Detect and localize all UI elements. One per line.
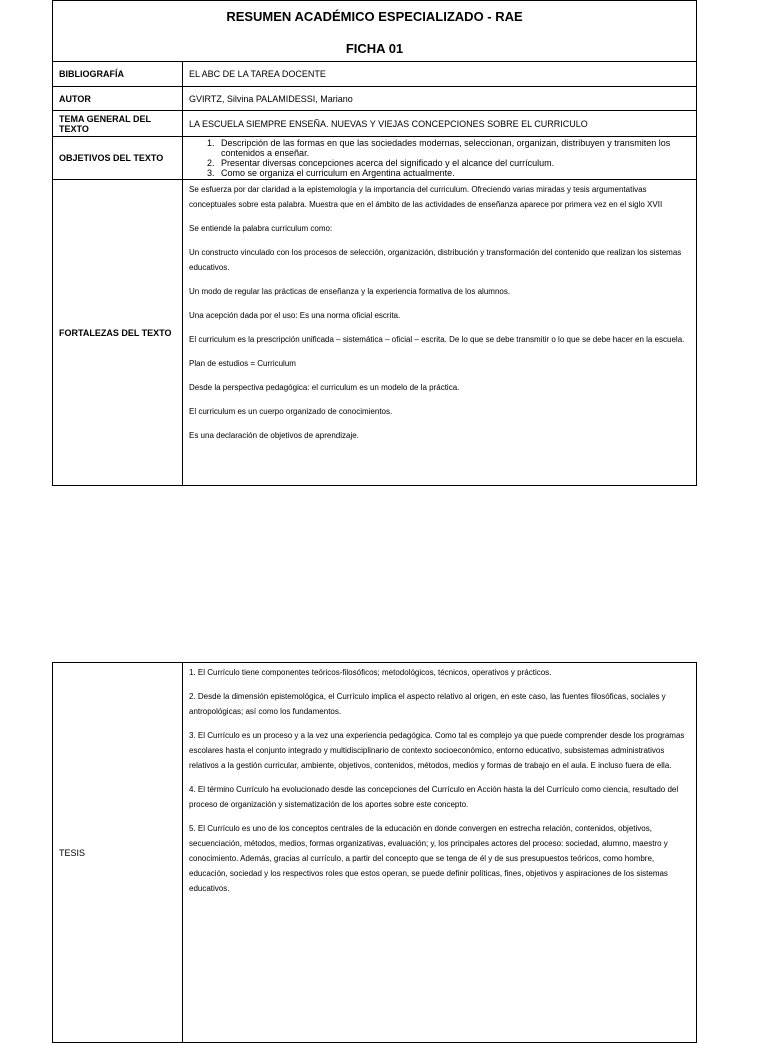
fortalezas-paragraph: Se esfuerza por dar claridad a la epistemología y la importancia del curriculum. Ofreciendo varias miradas y tesis argumentativas conceptuales sobre esta palabra. Muestra que en el ámbito de las actividades de enseñanza aparece por primera vez en el siglo XVII <box>189 185 663 209</box>
row-fortalezas <box>53 180 697 486</box>
objetivos-list <box>189 138 690 178</box>
fortalezas-paragraph: El curriculum es la prescripción unificada – sistemática – oficial – escrita. De lo que se debe transmitir o lo que se debe hacer en la escuela. <box>189 335 685 344</box>
tesis-paragraph: 3. El Currículo es un proceso y a la vez una experiencia pedagógica. Como tal es complejo ya que puede comprender desde los programas escolares hasta el conjunto integrado y multidisciplinario de contexto socioeconómico, entorno educativo, subsistemas administrativos relativos a la gestión curricular, ambiente, objetivos, contenidos, métodos, medios y formas de trabajo en el aula. E incluso fuera de ella. <box>189 731 685 770</box>
row-autor <box>53 87 697 111</box>
objetivo-item: 1. Descripción de las formas en que las sociedades modernas, seleccionan, organizan, distribuyen y transmiten los contenidos a enseñar. <box>217 138 690 158</box>
bibliografia-value: EL ABC DE LA TAREA DOCENTE <box>183 62 697 87</box>
tesis-paragraph: 4. El término Currículo ha evolucionado desde las concepciones del Currículo en Acción hasta la del Currículo como ciencia, resultado del proceso de organización y sistematización de los aportes sobre este concepto. <box>189 785 679 809</box>
bibliografia-label: BIBLIOGRAFÍA <box>53 62 183 87</box>
fortalezas-paragraph: Se entiende la palabra curriculum como: <box>189 224 333 233</box>
fortalezas-paragraph: Es una declaración de objetivos de aprendizaje. <box>189 431 359 440</box>
autor-value: GVIRTZ, Silvina PALAMIDESSI, Mariano <box>183 87 697 111</box>
autor-label: AUTOR <box>53 87 183 111</box>
tesis-paragraph: 2. Desde la dimensión epistemológica, el Currículo implica el aspecto relativo al origen, en este caso, las fuentes filosóficas, sociales y antropológicas; así como los fundamentos. <box>189 692 666 716</box>
row-tema <box>53 111 697 137</box>
fortalezas-paragraph: Desde la perspectiva pedagógica: el curriculum es un modelo de la práctica. <box>189 383 460 392</box>
fortalezas-label: FORTALEZAS DEL TEXTO <box>53 180 183 486</box>
tema-value: LA ESCUELA SIEMPRE ENSEÑA. NUEVAS Y VIEJAS CONCEPCIONES SOBRE EL CURRICULO <box>183 111 697 137</box>
tema-label: TEMA GENERAL DEL TEXTO <box>53 111 183 137</box>
fortalezas-paragraph: Un constructo vinculado con los procesos de selección, organización, distribución y transformación del contenido que realizan los sistemas educativos. <box>189 248 682 272</box>
tesis-label: TESIS <box>53 663 183 1043</box>
objetivo-item: 2. Presentar diversas concepciones acerca del significado y el alcance del currículum. <box>217 158 690 168</box>
objetivo-item: 3. Como se organiza el curriculum en Argentina actualmente. <box>217 168 690 178</box>
row-objetivos <box>53 137 697 180</box>
rae-table <box>52 0 697 486</box>
tesis-paragraph: 1. El Currículo tiene componentes teóricos-filosóficos; metodológicos, técnicos, operativos y prácticos. <box>189 668 552 677</box>
fortalezas-paragraph: Plan de estudios = Curriculum <box>189 359 296 368</box>
document-title: RESUMEN ACADÉMICO ESPECIALIZADO - RAE <box>226 9 523 24</box>
fortalezas-value <box>183 180 697 486</box>
fortalezas-paragraph: El curriculum es un cuerpo organizado de conocimientos. <box>189 407 393 416</box>
header-row <box>53 1 697 62</box>
tesis-value <box>183 663 697 1043</box>
tesis-paragraph: 5. El Currículo es uno de los conceptos centrales de la educación en donde convergen en estrecha relación, contenidos, objetivos, secuenciación, métodos, medios, formas organizativas, evaluación; y, los principales actores del proceso: sociedad, alumno, maestro y conocimiento. Además, gracias al currículo, a partir del concepto que se tenga de él y de sus presupuestos teóricos, como hombre, educación, sociedad y los respectivos roles que estos operan, se puede definir políticas, fines, objetivos y aspiraciones de los sistemas educativos. <box>189 824 668 893</box>
objetivos-label: OBJETIVOS DEL TEXTO <box>53 137 183 180</box>
row-tesis <box>53 663 697 1043</box>
row-bibliografia <box>53 62 697 87</box>
tesis-table <box>52 662 697 1043</box>
objetivos-value <box>183 137 697 180</box>
fortalezas-paragraph: Una acepción dada por el uso: Es una norma oficial escrita. <box>189 311 401 320</box>
header-cell <box>53 1 697 62</box>
document-subtitle: FICHA 01 <box>345 41 404 56</box>
fortalezas-paragraph: Un modo de regular las prácticas de enseñanza y la experiencia formativa de los alumnos. <box>189 287 511 296</box>
